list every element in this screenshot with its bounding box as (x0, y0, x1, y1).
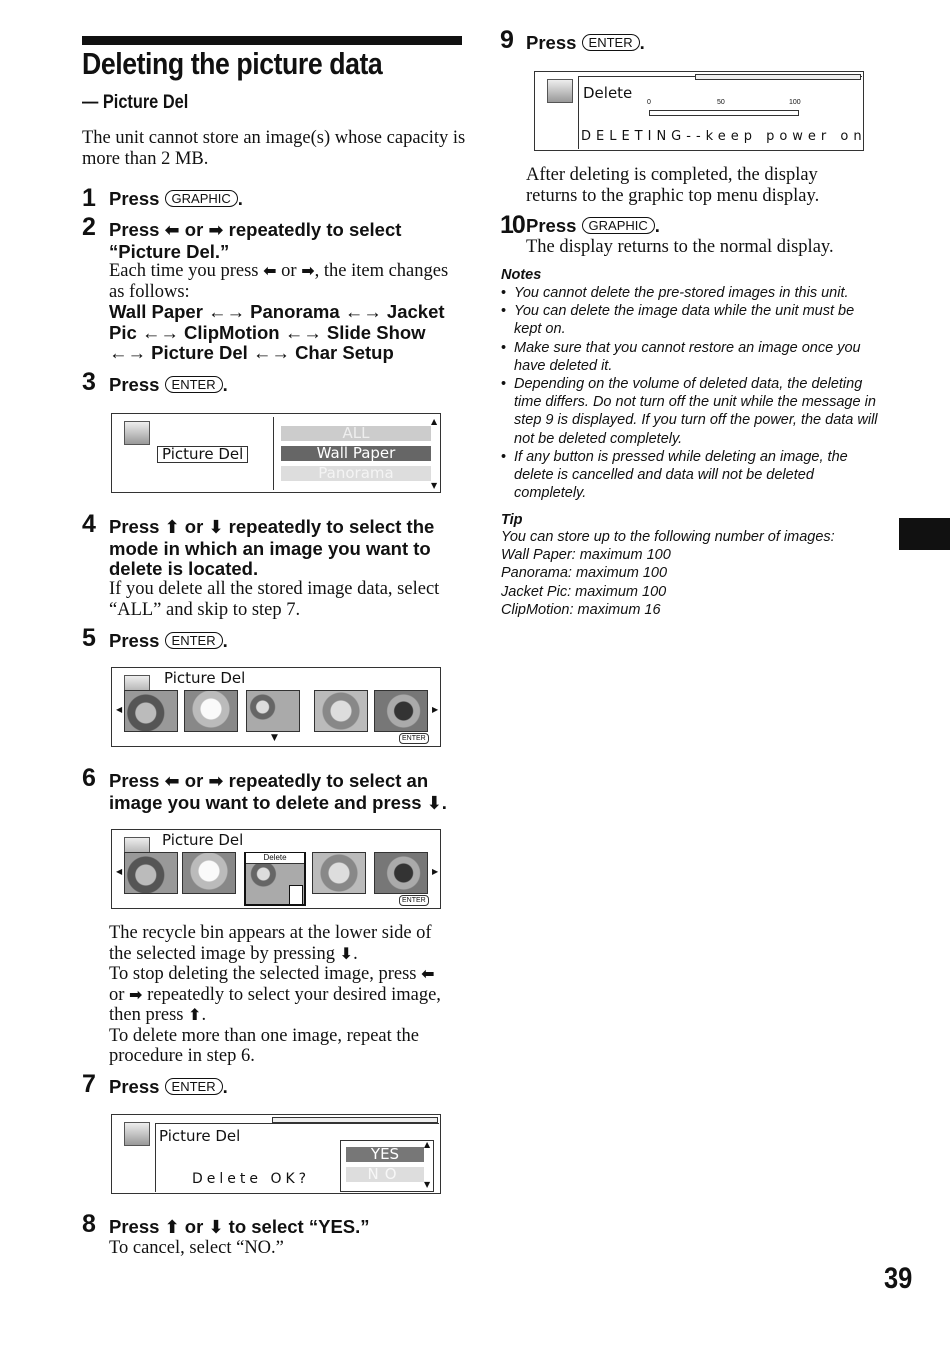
mode-option-panorama: Panorama (281, 466, 431, 481)
right-arrow-icon: ➡ (301, 261, 315, 280)
step-6-body-2-b: repeatedly to select your desired image, then press (109, 984, 441, 1025)
step-8-number: 8 (82, 1210, 96, 1238)
step-6-or: or (184, 770, 204, 791)
yes-no-list (340, 1140, 434, 1192)
notes-list (501, 284, 881, 502)
step-6-body-1-end: . (353, 943, 358, 964)
page-subtitle: — Picture Del (82, 92, 189, 113)
mode-option-all: ALL (281, 426, 431, 441)
step-2-heading (109, 220, 459, 262)
note-item: • You cannot delete the pre-stored images in this unit. (501, 284, 881, 302)
enter-tag: ENTER (399, 733, 429, 744)
delete-tag: Delete (246, 853, 304, 864)
screen-picture-del-mode (111, 413, 441, 493)
enter-key: ENTER (582, 34, 640, 51)
step-8-body: To cancel, select “NO.” (109, 1238, 284, 1258)
left-arrow-icon: ⬅ (164, 771, 180, 792)
down-arrow-icon: ⬇ (208, 517, 224, 538)
step-6-body-3: To delete more than one image, repeat the procedure in step 6. (109, 1025, 419, 1066)
right-arrow-icon: ➡ (208, 771, 224, 792)
step-6-body-1 (109, 923, 454, 964)
thumbnail-1 (124, 690, 178, 732)
thumbnail-2 (182, 852, 236, 894)
step-10-body: The display returns to the normal display. (526, 237, 834, 257)
step-6-body-2-end: . (201, 1005, 207, 1025)
scroll-right-icon: ▶ (432, 705, 439, 714)
step-1-heading (109, 189, 243, 210)
step-2-number: 2 (82, 213, 96, 241)
scroll-right-icon: ▶ (432, 867, 439, 876)
delete-ok-prompt: Delete OK? (192, 1171, 311, 1187)
delete-pen-icon (547, 79, 573, 103)
thumbnail-5 (374, 690, 428, 732)
step-4-body: If you delete all the stored image data, select “ALL” and skip to step 7. (109, 579, 440, 620)
scroll-up-icon: ▲ (424, 1140, 431, 1149)
step-2-rest: repeatedly to select “Picture Del.” (109, 219, 402, 262)
selection-down-icon: ▼ (271, 733, 278, 743)
down-arrow-icon: ⬇ (426, 792, 442, 814)
tip-body (501, 528, 881, 619)
scroll-left-icon: ◀ (116, 867, 123, 876)
step-6-rest: repeatedly to select an image you want to delete and press (109, 770, 429, 813)
mode-option-wall-paper: Wall Paper (281, 446, 431, 461)
thumbnail-2 (184, 690, 238, 732)
right-arrow-icon: ➡ (129, 984, 143, 1004)
right-arrow-icon: ➡ (208, 220, 224, 241)
screen-deleting-progress (534, 71, 867, 151)
step-6-body-2-or: or (109, 984, 125, 1005)
thumbnail-4 (312, 852, 366, 894)
notes-heading: Notes (501, 267, 542, 283)
scroll-down-icon: ▼ (431, 481, 438, 490)
left-arrow-icon: ⬅ (263, 261, 277, 280)
screen-delete-confirm (111, 1114, 441, 1194)
screen-label: Picture Del (162, 831, 244, 849)
up-arrow-icon: ⬆ (188, 1005, 202, 1024)
enter-key: ENTER (165, 632, 223, 649)
tip-intro: You can store up to the following number of images: (501, 529, 835, 545)
scale-50: 50 (717, 99, 725, 106)
up-arrow-icon: ⬆ (164, 1217, 180, 1238)
graphic-key: GRAPHIC (582, 217, 655, 234)
step-3-heading (109, 375, 228, 396)
screen-label: Picture Del (164, 669, 246, 687)
step-5-heading (109, 631, 228, 652)
screen-image-select (111, 667, 441, 747)
step-9-end: . (639, 32, 645, 53)
step-2-or: or (184, 219, 204, 240)
step-3-end: . (222, 374, 228, 395)
enter-key: ENTER (165, 1078, 223, 1095)
step-6-body-2-a: To stop deleting the selected image, press (109, 964, 417, 984)
scroll-down-icon: ▼ (424, 1180, 431, 1189)
step-8-heading (109, 1217, 464, 1239)
step-4-heading (109, 517, 464, 580)
step-2-sequence: Wall Paper ←→ Panorama ←→ Jacket Pic ←→ ClipMotion ←→ Slide Show ←→ Picture Del ←→ Char Setup (109, 301, 445, 363)
scale-100: 100 (789, 99, 801, 106)
note-item: • You can delete the image data while the unit must be kept on. (501, 302, 881, 338)
graphic-key: GRAPHIC (165, 190, 238, 207)
step-4-press: Press (109, 516, 160, 537)
tip-line: ClipMotion: maximum 16 (501, 601, 661, 618)
screen-label: Picture Del (159, 1127, 241, 1145)
step-9-body: After deleting is completed, the display returns to the graphic top menu display. (526, 165, 820, 206)
step-8-or: or (184, 1216, 204, 1237)
step-1-number: 1 (82, 184, 96, 212)
step-7-heading (109, 1077, 228, 1098)
down-arrow-icon: ⬇ (208, 1217, 224, 1238)
down-arrow-icon: ⬇ (339, 943, 354, 963)
left-arrow-icon: ⬅ (421, 964, 435, 983)
step-2-body-b: , the item changes as follows: (109, 261, 449, 302)
step-1-end: . (237, 188, 243, 209)
step-8-rest: to select “YES.” (228, 1216, 370, 1237)
tip-line: Wall Paper: maximum 100 (501, 547, 671, 564)
step-9-number: 9 (500, 26, 514, 54)
step-3-number: 3 (82, 368, 96, 396)
note-item: • Depending on the volume of deleted data, the deleting time differs. Do not turn off the unit while the message in step 9 is displayed. If you turn off the power, the data will not be deleted completely. (501, 375, 881, 448)
panel-top-bar (695, 74, 861, 80)
option-yes: YES (346, 1147, 424, 1162)
thumbnail-3 (246, 690, 300, 732)
step-10-end: . (654, 215, 660, 236)
step-10-number: 10 (500, 211, 524, 239)
step-9-press: Press (526, 32, 577, 53)
step-2-body-or: or (281, 261, 297, 281)
step-6-body-2 (109, 964, 454, 1026)
left-arrow-icon: ⬅ (164, 220, 180, 241)
step-5-press: Press (109, 630, 160, 651)
step-8-press: Press (109, 1216, 160, 1237)
recycle-bin-icon (289, 885, 303, 905)
tip-heading: Tip (501, 512, 523, 528)
step-6-body-1-text: The recycle bin appears at the lower side of the selected image by pressing (109, 923, 432, 964)
page-number: 39 (884, 1262, 913, 1295)
panel-top-bar (272, 1117, 438, 1123)
note-item: • Make sure that you cannot restore an image once you have deleted it. (501, 339, 881, 375)
intro-text: The unit cannot store an image(s) whose capacity is more than 2 MB. (82, 128, 466, 169)
tip-line: Panorama: maximum 100 (501, 565, 668, 582)
thumbnail-4 (314, 690, 368, 732)
screen-image-delete (111, 829, 441, 909)
thumbnail-5 (374, 852, 428, 894)
option-no: NO (346, 1167, 424, 1182)
enter-key: ENTER (165, 376, 223, 393)
delete-pen-icon (124, 421, 150, 445)
step-10-heading (526, 216, 660, 237)
chapter-tab (899, 518, 950, 550)
up-arrow-icon: ⬆ (164, 517, 180, 538)
step-5-number: 5 (82, 624, 96, 652)
mode-list (273, 417, 439, 490)
step-4-rest: repeatedly to select the mode in which an image you want to delete is located. (109, 516, 435, 579)
deleting-message: DELETING--keep power on (581, 129, 867, 144)
step-1-press: Press (109, 188, 160, 209)
step-6-press: Press (109, 770, 160, 791)
thumbnail-1 (124, 852, 178, 894)
step-6-body (109, 923, 454, 1067)
step-2-press: Press (109, 219, 160, 240)
step-9-heading (526, 33, 645, 54)
step-6-heading (109, 771, 464, 814)
note-item: • If any button is pressed while deleting an image, the delete is cancelled and data will not be deleted completely. (501, 448, 881, 503)
tip-line: Jacket Pic: maximum 100 (501, 583, 667, 600)
step-2-body (109, 261, 464, 302)
step-5-end: . (222, 630, 228, 651)
step-2-body-a: Each time you press (109, 261, 259, 281)
step-10-press: Press (526, 215, 577, 236)
step-4-number: 4 (82, 510, 96, 538)
step-3-press: Press (109, 374, 160, 395)
step-7-press: Press (109, 1076, 160, 1097)
title-rule (82, 36, 462, 45)
step-6-number: 6 (82, 764, 96, 792)
progress-bar (649, 110, 799, 116)
delete-pen-icon (124, 1122, 150, 1146)
step-7-number: 7 (82, 1070, 96, 1098)
enter-tag: ENTER (399, 895, 429, 906)
screen-label: Picture Del (157, 446, 248, 463)
scroll-left-icon: ◀ (116, 705, 123, 714)
page-title: Deleting the picture data (82, 46, 383, 81)
step-6-end: . (441, 791, 447, 813)
scale-0: 0 (647, 99, 651, 106)
screen-label: Delete (583, 84, 633, 102)
step-7-end: . (222, 1076, 228, 1097)
step-4-or: or (184, 516, 204, 537)
scroll-up-icon: ▲ (431, 417, 438, 426)
